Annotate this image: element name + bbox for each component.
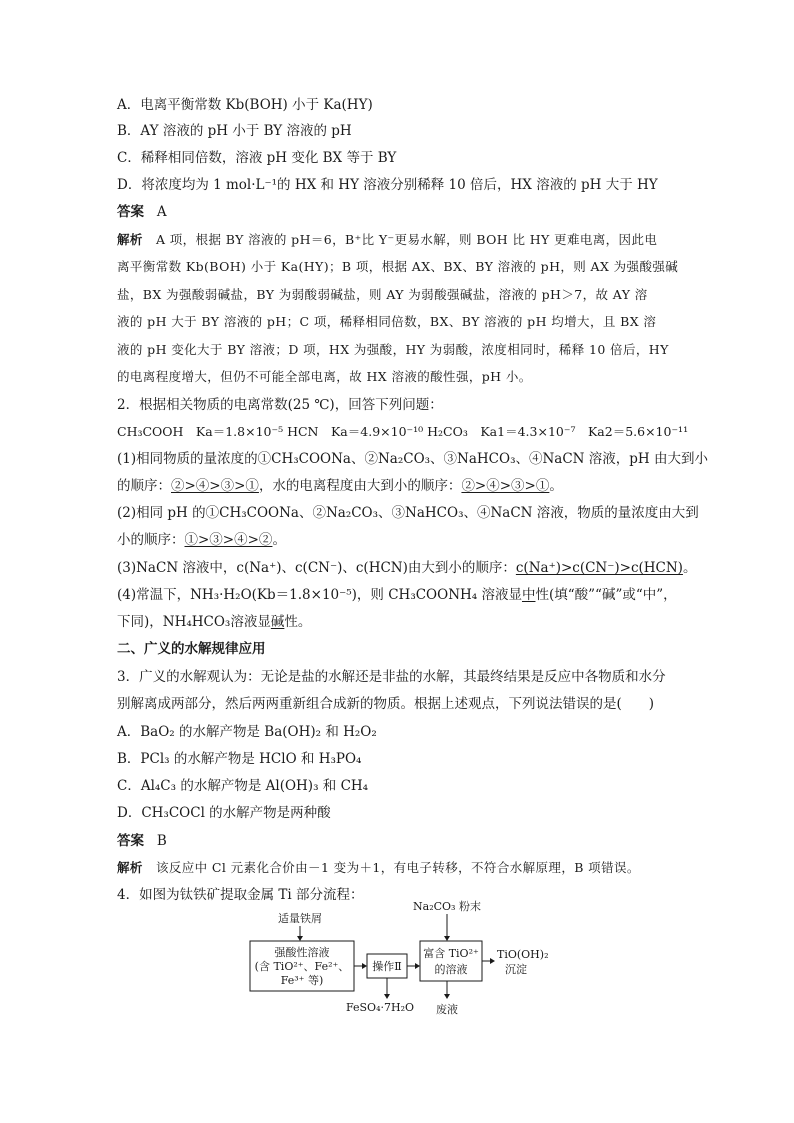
answer-blank: 碱: [270, 614, 285, 630]
answer-label: 答案: [117, 204, 144, 220]
flow-reagent-iron: 适量铁屑: [278, 912, 322, 925]
svg-text:操作Ⅱ: 操作Ⅱ: [372, 960, 402, 973]
arrow-head: [490, 958, 495, 964]
svg-text:富含 TiO²⁺: 富含 TiO²⁺: [423, 947, 479, 960]
q1-explanation-line: 液的 pH 大于 BY 溶液的 pH；C 项，稀释相同倍数，BX、BY 溶液的 pH 均增大，且 BX 溶: [117, 314, 657, 329]
answer-value: B: [156, 833, 167, 849]
q1-option-b: B．AY 溶液的 pH 小于 BY 溶液的 pH: [117, 123, 352, 139]
flow-byproduct-feso4: FeSO₄·7H₂O: [345, 1001, 415, 1014]
answer-label: 答案: [117, 833, 144, 849]
arrow-head: [384, 994, 390, 999]
flow-product-precipitate: 沉淀: [505, 963, 527, 976]
answer-blank: 中: [521, 587, 536, 603]
q2-stem: 2．根据相关物质的电离常数(25 ℃)，回答下列问题：: [117, 397, 443, 413]
q1-explanation-line: 盐，BX 为强酸弱碱盐，BY 为弱酸弱碱盐，则 AY 为弱酸强碱盐，溶液的 pH＞7，故 AY 溶: [117, 287, 648, 302]
answer-blank: ②>④>③>①: [461, 478, 550, 494]
flow-reagent-na2co3: Na₂CO₃ 粉末: [413, 900, 481, 913]
q3-answer: [117, 832, 167, 850]
answer-blank: ①>③>④>②: [184, 532, 273, 548]
q1-explanation-line: 的电离程度增大，但仍不可能全部电离，故 HX 溶液的酸性强，pH 小。: [117, 369, 532, 384]
q3-stem-line2: 别解离成两部分，然后两两重新组合成新的物质。根据上述观点，下列说法错误的是( ): [117, 696, 655, 712]
q2-part4-line2: 下同)，NH₄HCO₃溶液显碱性。: [117, 614, 312, 630]
arrow-head: [297, 936, 303, 941]
q3-stem-line1: 3．广义的水解观认为：无论是盐的水解还是非盐的水解，其最终结果是反应中各物质和水分: [117, 669, 666, 685]
q2-part3: (3)NaCN 溶液中，c(Na⁺)、c(CN⁻)、c(HCN)由大到小的顺序：c(Na⁺)>c(CN⁻)>c(HCN)。: [117, 560, 697, 576]
q1-option-a: A．电离平衡常数 Kb(BOH) 小于 Ka(HY): [117, 97, 373, 113]
q1-explanation-line: 离平衡常数 Kb(BOH) 小于 Ka(HY)；B 项，根据 AX、BX、BY 溶液的 pH，则 AX 为强酸强碱: [117, 259, 679, 274]
q2-part4-line1: (4)常温下，NH₃·H₂O(Kb＝1.8×10⁻⁵)，则 CH₃COONH₄ 溶液显中性(填“酸”“碱”或“中”，: [117, 587, 677, 603]
answer-value: A: [156, 204, 167, 220]
q2-part1-line2: 的顺序：②>④>③>①，水的电离程度由大到小的顺序：②>④>③>①。: [117, 478, 563, 494]
arrow-head: [362, 963, 367, 969]
arrow-head: [444, 936, 450, 941]
q2-constants: CH₃COOH Ka＝1.8×10⁻⁵ HCN Ka＝4.9×10⁻¹⁰ H₂CO₃ Ka1＝4.3×10⁻⁷ Ka2＝5.6×10⁻¹¹: [117, 424, 689, 439]
q2-part2-line2: 小的顺序：①>③>④>②。: [117, 532, 286, 548]
q1-option-d: D．将浓度均为 1 mol·L⁻¹的 HX 和 HY 溶液分别稀释 10 倍后，HX 溶液的 pH 大于 HY: [117, 177, 658, 193]
q3-explanation: 解析 该反应中 Cl 元素化合价由－1 变为＋1，有电子转移，不符合水解原理，B 项错误。: [117, 860, 640, 875]
svg-text:的溶液: 的溶液: [434, 963, 468, 976]
q2-part1-line1: (1)相同物质的量浓度的①CH₃COONa、②Na₂CO₃、③NaHCO₃、④NaCN 溶液，pH 由大到小: [117, 451, 708, 467]
explanation-label: 解析: [117, 232, 143, 247]
q3-option-d: D．CH₃COCl 的水解产物是两种酸: [117, 805, 331, 821]
q1-option-c: C．稀释相同倍数，溶液 pH 变化 BX 等于 BY: [117, 150, 397, 166]
svg-text:(含 TiO²⁺、Fe²⁺、: (含 TiO²⁺、Fe²⁺、: [254, 960, 350, 973]
q4-stem: 4．如图为钛铁矿提取金属 Ti 部分流程：: [117, 887, 364, 903]
section-heading: 二、广义的水解规律应用: [117, 641, 266, 657]
q1-explanation-line: 解析 A 项，根据 BY 溶液的 pH＝6，B⁺比 Y⁻更易水解，则 BOH 比 HY 更难电离，因此电: [117, 232, 658, 247]
q2-part2-line1: (2)相同 pH 的①CH₃COONa、②Na₂CO₃、③NaHCO₃、④NaCN 溶液，物质的量浓度由大到: [117, 505, 699, 521]
q1-answer: [117, 203, 167, 221]
process-flow-diagram: [240, 896, 560, 1026]
explanation-label: 解析: [117, 860, 143, 875]
arrow-head: [415, 963, 420, 969]
flow-product-tioh2: TiO(OH)₂: [497, 948, 549, 961]
q1-explanation-line: 液的 pH 变化大于 BY 溶液；D 项，HX 为强酸，HY 为弱酸，浓度相同时，稀释 10 倍后，HY: [117, 342, 669, 357]
q3-option-a: A．BaO₂ 的水解产物是 Ba(OH)₂ 和 H₂O₂: [117, 724, 377, 740]
q3-option-c: C．Al₄C₃ 的水解产物是 Al(OH)₃ 和 CH₄: [117, 778, 369, 794]
flow-waste-liquid: 废液: [436, 1003, 458, 1016]
answer-blank: c(Na⁺)>c(CN⁻)>c(HCN): [515, 560, 683, 576]
answer-blank: ②>④>③>①: [171, 478, 259, 494]
svg-text:Fe³⁺ 等): Fe³⁺ 等): [280, 974, 324, 987]
arrow-head: [444, 994, 450, 999]
q3-option-b: B．PCl₃ 的水解产物是 HClO 和 H₃PO₄: [117, 751, 362, 767]
svg-text:强酸性溶液: 强酸性溶液: [274, 946, 330, 959]
